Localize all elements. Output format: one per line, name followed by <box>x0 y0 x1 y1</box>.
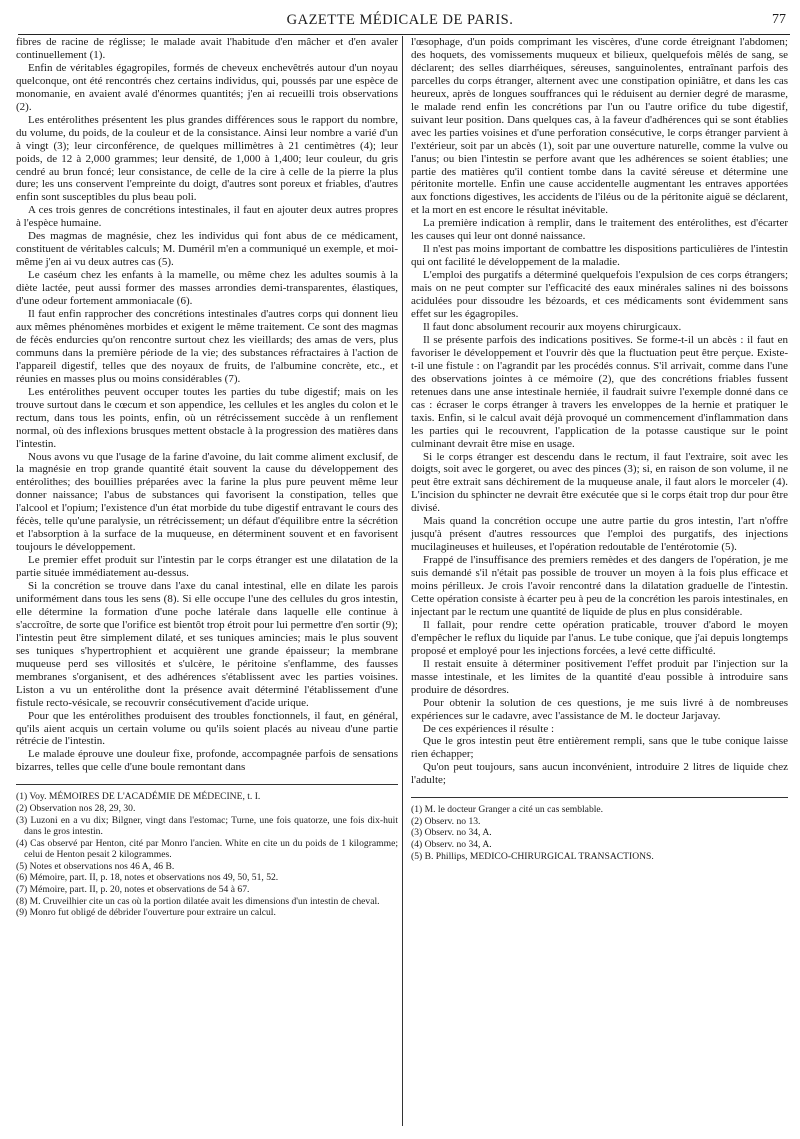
footnote: (3) Luzoni en a vu dix; Bilgner, vingt dans l'estomac; Turne, une fois quatorze, une fois dix-huit dans le gros intestin. <box>16 814 398 838</box>
right-column <box>411 36 788 862</box>
footnotes-left <box>16 791 398 919</box>
footnote: (7) Mémoire, part. II, p. 20, notes et observations de 54 à 67. <box>16 884 250 896</box>
footnote: (5) B. Phillips, MEDICO-CHIRURGICAL TRANSACTIONS. <box>411 850 654 862</box>
paragraph: Si la concrétion se trouve dans l'axe du canal intestinal, elle en dilate les parois uniformément dans tous les sens (8). Si elle occupe l'une des cellules du gros intestin, elle détermine la formation d'une poche latérale dans laquelle elle continue à s'accroître, de sorte que l'orifice est bientôt trop étroit pour lui permettre d'en sortir (9); l'intestin peut être simplement dilaté, et ses tuniques amincies; mais le plus souvent ses tuniques s'hypertrophient et acquièrent une grande épaisseur; la membrane muqueuse perd ses villosités et s'ulcère, le péritoine s'enflamme, des fausses membranes s'organisent, et des adhérences s'établissent avec les parties voisines. Liston a vu un entérolithe dont la présence avait déterminé l'établissement d'une fistule recto-vésicale, se recouvrir consécutivement d'acide urique. <box>16 580 398 709</box>
paragraph: Pour que les entérolithes produisent des troubles fonctionnels, il faut, en général, qu'ils aient acquis un certain volume ou qu'ils soient placés au niveau d'une partie rétrécie de l'intestin. <box>16 709 398 748</box>
footnote-separator <box>411 797 788 798</box>
paragraph: Le premier effet produit sur l'intestin par le corps étranger est une dilatation de la partie située immédiatement au-dessus. <box>16 554 398 580</box>
paragraph: Des magmas de magnésie, chez les individus qui font abus de ce médicament, constituent de véritables calculs; M. Duméril m'en a communiqué un exemple, et moi-même j'en ai vu deux autres cas (5). <box>16 230 398 269</box>
footnote-separator <box>16 784 398 785</box>
column-divider <box>402 36 403 1126</box>
paragraph: Il faut enfin rapprocher des concrétions intestinales d'autres corps qui donnent lieu aux mêmes phénomènes morbides et exigent le même traitement. Ce sont des magmas de fécès endurcies qu'on rencontre surtout chez les vieillards; des amas de vers, plus communs dans la première période de la vie; des substances réfractaires à l'action de l'appareil digestif, telles que des noyaux de fruits, de l'albumine concrète, etc., et réunies en masses plus ou moins considérables (7). <box>16 308 398 385</box>
paragraph: Enfin de véritables égagropiles, formés de cheveux enchevêtrés autour d'un noyau quelconque, ont été rencontrés chez certains individus, qui, poussés par une espèce de monomanie, en avaient avalé d'énormes quantités; j'en ai recueilli trois observations (2). <box>16 61 398 113</box>
paragraph: Frappé de l'insuffisance des premiers remèdes et des dangers de l'opération, je me suis demandé s'il n'était pas possible de trouver un moyen à la fois plus efficace et moins périlleux. Je crois l'avoir rencontré dans la dilatation graduelle de l'intestin. Cette opération consiste à écarter peu à peu de la concrétion les parois intestinales, en injectant par le rectum une quantité de liquide de plus en plus considérable. <box>411 554 788 618</box>
footnote: (2) Observ. no 13. <box>411 815 481 827</box>
footnote: (5) Notes et observations nos 46 A, 46 B. <box>16 860 175 872</box>
paragraph: Le malade éprouve une douleur fixe, profonde, accompagnée parfois de sensations bizarres, telles que celle d'une boule remontant dans <box>16 748 398 774</box>
paragraph: Le caséum chez les enfants à la mamelle, ou même chez les adultes soumis à la diète lactée, peut aussi former des masses arrondies demi-transparentes, élastiques, d'une odeur fortement ammoniacale (6). <box>16 269 398 308</box>
footnote: (9) Monro fut obligé de débrider l'ouverture pour extraire un calcul. <box>16 907 276 919</box>
paragraph: Nous avons vu que l'usage de la farine d'avoine, du lait comme aliment exclusif, de la magnésie en trop grande quantité était souvent la cause du développement des entérolithes; des bouillies préparées avec la farine la plus pure peuvent même leur donner naissance; l'abus de substances qui favorisent la constipation, telles que l'alcool et l'opium; l'existence d'un état morbide du tube digestif entravant le cours des fécès, telle qu'une paralysie, un rétrécissement; un défaut d'équilibre entre la sécrétion et l'absorption à la surface de la muqueuse, en déterminent souvent et en favorisent toujours le développement. <box>16 450 398 554</box>
paragraph: De ces expériences il résulte : <box>423 722 555 735</box>
running-title: GAZETTE MÉDICALE DE PARIS. <box>286 12 514 28</box>
page-header <box>0 0 800 30</box>
paragraph: Que le gros intestin peut être entièrement rempli, sans que le tube conique laisse rien échapper; <box>411 735 788 761</box>
paragraph: Il restait ensuite à déterminer positivement l'effet produit par l'injection sur la masse intestinale, et les limites de la quantité d'eau possible à introduire sans produire de désordres. <box>411 657 788 696</box>
footnote: (3) Observ. no 34, A. <box>411 827 492 839</box>
paragraph: Les entérolithes peuvent occuper toutes les parties du tube digestif; mais on les trouve surtout dans le cœcum et son appendice, les cellules et les angles du colon et le rectum, dans tous les points, enfin, où un rétrécissement succède à un renflement normal, où des inflexions brusques mettent obstacle à la progression des matières dans l'intestin. <box>16 385 398 450</box>
paragraph: La première indication à remplir, dans le traitement des entérolithes, est d'écarter les causes qui leur ont donné naissance. <box>411 217 788 243</box>
paragraph: Les entérolithes présentent les plus grandes différences sous le rapport du nombre, du volume, du poids, de la couleur et de la consistance. Ainsi leur nombre a varié d'un à vingt (3); leur circonférence, de quelques millimètres à 21 centimètres (4); leur poids, de 12 à 2,000 grammes; leur densité, de 1,000 à 1,400; leur couleur, du gris cendré au brun foncé; leur consistance, de celle de la cire à celle de la pierre la plus dure; les uns conservent l'empreinte du doigt, d'autres sont poreux et friables, d'autres enfin sont susceptibles du plus beau poli. <box>16 113 398 204</box>
paragraph: Il fallait, pour rendre cette opération praticable, trouver d'abord le moyen d'empêcher le reflux du liquide par l'anus. Le tube conique, que j'ai depuis longtemps proposé et employé pour les injections forcées, a levé cette difficulté. <box>411 618 788 657</box>
footnote: (1) Voy. MÉMOIRES DE L'ACADÉMIE DE MÉDECINE, t. I. <box>16 791 261 803</box>
paragraph: Mais quand la concrétion occupe une autre partie du gros intestin, l'art n'offre jusqu'à présent d'autres ressources que l'emploi des purgatifs, des injections mucilagineuses et huileuses, et l'opération redoutable de l'entérotomie (5). <box>411 515 788 554</box>
paragraph: A ces trois genres de concrétions intestinales, il faut en ajouter deux autres propres à l'espèce humaine. <box>16 204 398 230</box>
paragraph: Si le corps étranger est descendu dans le rectum, il faut l'extraire, soit avec les doigts, soit avec le gorgeret, ou avec des pinces (3); si, en raison de son volume, il ne peut être extrait sans déchirement de la muqueuse anale, il faut alors le morceler (4). L'incision du sphincter ne devrait être exécutée que si le corps était trop dur pour être divisé. <box>411 450 788 515</box>
footnotes-right <box>411 804 788 862</box>
page-number: 77 <box>772 12 786 27</box>
paragraph: L'emploi des purgatifs a déterminé quelquefois l'expulsion de ces corps étrangers; mais on ne peut compter sur l'efficacité des eaux minérales salines ni des boissons acidulées pour dissoudre les bézoards, et ces médicaments sont évidemment sans effet sur les égagropiles. <box>411 269 788 321</box>
paragraph: fibres de racine de réglisse; le malade avait l'habitude d'en mâcher et d'en avaler continuellement (1). <box>16 36 398 61</box>
paragraph: l'œsophage, d'un poids comprimant les viscères, d'une corde étreignant l'abdomen; des hoquets, des vomissements muqueux et bilieux, quelquefois mêlés de sang, se déclarent; des selles diarrhéiques, séreuses, sanguinolentes, entraînant parfois des parcelles du corps étranger, alternent avec une constipation opiniâtre, et dans les cas heureux, après de longues souffrances qui le réduisent au dernier degré de marasme, le malade rend enfin les concrétions par l'un ou l'autre orifice du tube digestif, suivant leur position. Dans quelques cas, à la faveur d'adhérences qui se sont établies avec les parties voisines et d'une perforation consécutive, le corps étranger parvient à l'extérieur, soit par un abcès (1), soit par une ouverture naturelle, comme la vulve ou l'anus; ou bien l'intestin se perfore avant que les adhérences se soient établies; une partie des matières qu'il contient tombe dans la cavité séreuse et détermine une péritonite mortelle. Enfin une cause accidentelle augmentant les entraves apportées aux fonctions digestives, les accidents de l'iléus ou de la péritonite aiguë se déclarent, et la mort en est encore le résultat inévitable. <box>411 36 788 217</box>
paragraph: Il se présente parfois des indications positives. Se forme-t-il un abcès : il faut en favoriser le développement et l'ouvrir dès que la fluctuation peut être perçue. Existe-t-il une fistule : on l'agrandit par les procédés connus. S'il arrivait, comme dans l'une des observations jointes à ce mémoire (2), que des concrétions friables fussent retenues dans une anse intestinale herniée, il faudrait suivre l'exemple donné dans ce cas : écraser le corps étranger à travers les enveloppes de la hernie et pratiquer le taxis. Enfin, si le calcul avait déjà provoqué un commencement d'inflammation dans les parties qui le recouvrent, l'application de la potasse caustique sur le point culminant devrait être mise en usage. <box>411 333 788 450</box>
paragraph: Il faut donc absolument recourir aux moyens chirurgicaux. <box>423 320 682 333</box>
footnote: (2) Observation nos 28, 29, 30. <box>16 802 136 814</box>
footnote: (1) M. le docteur Granger a cité un cas semblable. <box>411 804 604 816</box>
footnote: (8) M. Cruveilhier cite un cas où la portion dilatée avait les dimensions d'un intestin de cheval. <box>16 895 380 907</box>
paragraph: Qu'on peut toujours, sans aucun inconvénient, introduire 2 litres de liquide chez l'adulte; <box>411 761 788 787</box>
paragraph: Il n'est pas moins important de combattre les dispositions particulières de l'intestin qui ont facilité le développement de la maladie. <box>411 243 788 269</box>
footnote: (6) Mémoire, part. II, p. 18, notes et observations nos 49, 50, 51, 52. <box>16 872 279 884</box>
footnote: (4) Cas observé par Henton, cité par Monro l'ancien. White en cite un du poids de 1 kilogramme; celui de Henton pesait 2 kilogrammes. <box>16 837 398 861</box>
footnote: (4) Observ. no 34, A. <box>411 839 492 851</box>
left-column <box>16 36 398 919</box>
paragraph: Pour obtenir la solution de ces questions, je me suis livré à de nombreuses expériences sur le cadavre, avec l'assistance de M. le docteur Jarjavay. <box>411 696 788 722</box>
header-rule <box>18 34 790 35</box>
